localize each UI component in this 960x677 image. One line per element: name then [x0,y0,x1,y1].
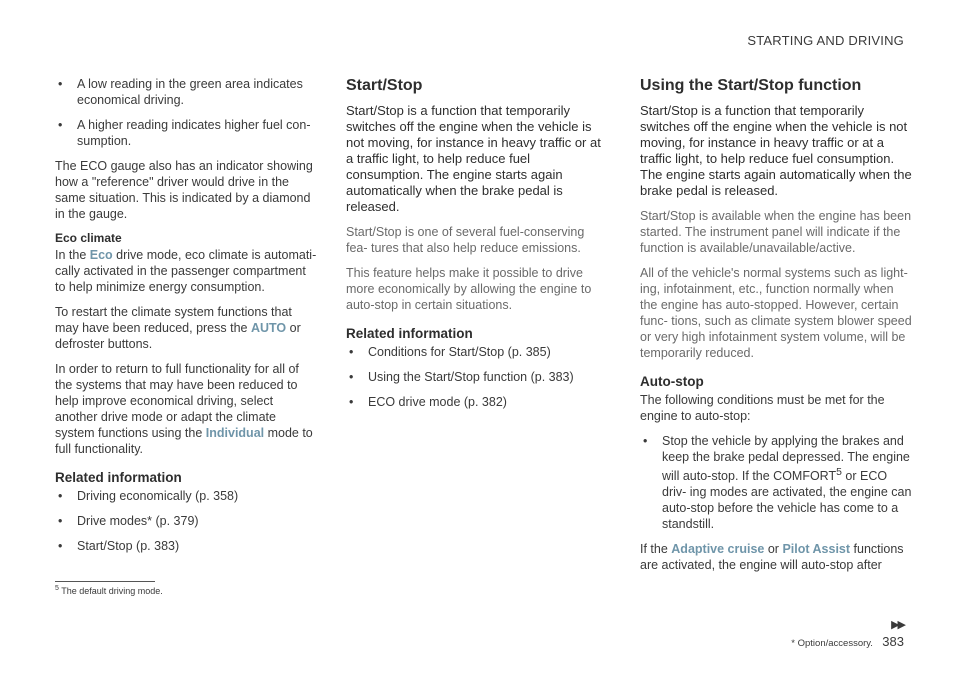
start-stop-paragraph: This feature helps make it possible to drive more economically by allowing the engine to auto-stop in certain situations. [346,266,592,312]
pilot-assist-keyword: Pilot Assist [782,542,851,557]
start-stop-lead: Start/Stop is a function that temporarily switches off the engine when the vehicle is not moving, for instance in heavy traffic or at a traffic light, to help reduce fuel consumption. The engine starts again automatically when the brake pedal is released. [346,103,601,214]
list-item-text [662,434,911,531]
text-span: In the [55,248,90,262]
text-span: To restart the climate system functions that may have been reduced, press the [55,305,292,335]
eco-climate-heading: Eco climate [55,231,122,245]
normal-systems-paragraph: All of the vehicle's normal systems such as light- ing, infotainment, etc., function normally when the engine has auto-stopped. However, certain func- tions, such as climate system blower speed or very high infotainment system volume, will be temporarily reduced. [640,266,912,360]
related-link[interactable] [55,488,317,504]
return-functionality-paragraph [55,361,317,457]
list-item-text: A higher reading indicates higher fuel con- sumption. [77,118,311,148]
auto-keyword: AUTO [250,321,287,335]
text-span: drive mode, eco climate is automati- cally activated in the passenger compartment to help minimize energy consumption. [55,248,317,294]
related-link[interactable] [55,513,317,529]
related-link[interactable] [346,369,608,385]
eco-keyword: Eco [89,248,113,262]
footnote-divider [55,581,155,582]
adaptive-cruise-keyword: Adaptive cruise [671,542,765,557]
option-note: * Option/accessory. [791,638,873,649]
text-span: or ECO driv- ing modes are activated, the engine can auto-stop before the vehicle has come to a standstill. [662,469,912,532]
related-link-text: Drive modes* (p. 379) [77,514,199,528]
footnote-text: The default driving mode. [61,586,163,596]
start-stop-title: Start/Stop [346,77,423,94]
continue-arrow-icon: ▶▶ [891,619,904,631]
list-item-text: A low reading in the green area indicates economical driving. [77,77,303,107]
related-link[interactable] [346,344,608,360]
individual-keyword: Individual [205,426,265,440]
eco-gauge-paragraph: The ECO gauge also has an indicator showing how a "reference" driver would drive in the same situation. This is indicated by a diamond in the gauge. [55,159,313,221]
column-2 [346,76,608,419]
bullet-icon: • [58,118,63,132]
column-1 [55,76,317,563]
bullet-icon: • [349,345,354,359]
footnote-ref[interactable]: 5 [836,467,842,478]
availability-paragraph: Start/Stop is available when the engine has been started. The instrument panel will indicate if the function is available/unavailable/active. [640,209,912,255]
related-info-heading: Related information [346,326,473,341]
start-stop-paragraph: Start/Stop is one of several fuel-conserving fea- tures that also help reduce emissions. [346,225,585,255]
text-span: In order to return to full functionality for all of the systems that may have been reduced to help improve economical driving, select another drive mode or adapt the climate system functions using the [55,362,299,440]
eco-climate-paragraph [55,247,317,295]
text-span: functions are activated, the engine will auto-stop after [640,542,904,573]
text-span: If the [640,542,672,557]
related-link-text: Driving economically (p. 358) [77,489,239,503]
list-item [640,433,912,532]
section-header: STARTING AND DRIVING [747,33,904,48]
page-footer [791,634,904,649]
related-info-heading: Related information [55,470,182,485]
column-3 [640,76,912,582]
bullet-icon: • [349,370,354,384]
list-item [55,117,317,149]
footnote [55,585,163,596]
cruise-paragraph [640,541,912,573]
related-link-text: Using the Start/Stop function (p. 383) [368,370,574,384]
using-start-stop-lead: Start/Stop is a function that temporarily switches off the engine when the vehicle is not moving, for instance in heavy traffic or at a traffic light, to help reduce fuel consumption. The engine starts again automatically when the brake pedal is released. [640,103,912,198]
auto-stop-heading: Auto-stop [640,374,704,389]
related-link-text: Conditions for Start/Stop (p. 385) [368,345,551,359]
bullet-icon: • [58,77,63,91]
using-start-stop-title: Using the Start/Stop function [640,77,862,94]
text-span: or defroster buttons. [55,321,301,351]
related-link-text: Start/Stop (p. 383) [77,539,180,553]
bullet-icon: • [349,395,354,409]
bullet-icon: • [58,539,63,553]
bullet-icon: • [643,434,648,448]
list-item [55,76,317,108]
page-number: 383 [882,634,904,649]
related-link[interactable] [55,538,317,554]
bullet-icon: • [58,514,63,528]
restart-climate-paragraph [55,304,317,352]
footnote-number: 5 [55,585,59,592]
auto-stop-intro: The following conditions must be met for the engine to auto-stop: [640,393,885,423]
text-span: mode to full functionality. [55,426,313,456]
bullet-icon: • [58,489,63,503]
related-link[interactable] [346,394,608,410]
text-span: or [764,542,783,557]
related-link-text: ECO drive mode (p. 382) [368,395,507,409]
text-span: Stop the vehicle by applying the brakes and keep the brake pedal depressed. The engine will auto-stop. If the COMFORT [662,434,910,484]
